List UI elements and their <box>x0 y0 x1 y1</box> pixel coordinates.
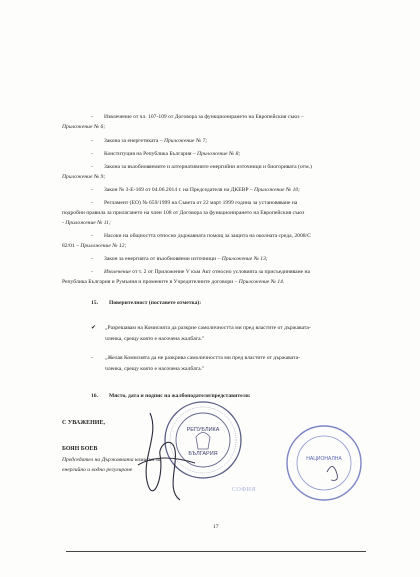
list-item: Извлечение от т. 2 от Приложение V към Акт относно условията за присъединяване на <box>104 269 310 275</box>
list-bullet: - <box>91 256 93 262</box>
registration-stamp <box>283 422 365 504</box>
section-title: Място, дата и подпис на жалбоподателя/представителя: <box>109 393 251 399</box>
page-number: 17 <box>213 524 219 530</box>
stamp-text: НАЦИОНАЛНА <box>306 456 342 462</box>
list-item: Закон № 3-Е-169 от 04.06.2014 г. на Председателя на ДКЕВР – Приложение № 10; <box>104 187 301 193</box>
list-bullet: - <box>91 187 93 193</box>
list-item-continuation: Република България и Румъния и промените в Учредителните договори – Приложение № 14. <box>62 279 285 285</box>
list-item: Регламент (ЕО) № 659/1999 на Съвета от 22 март 1999 година за установяване на <box>104 200 298 206</box>
list-item: Извлечение от чл. 107-109 от Договора за функционирането на Европейския съюз – <box>104 114 304 120</box>
list-bullet: - <box>91 269 93 275</box>
section-title: Поверителност (поставете отметка): <box>109 300 202 306</box>
signatory-role-cont: енергийно и водно регулиране <box>62 467 133 473</box>
list-item-continuation: - Приложение № 11; <box>62 220 111 226</box>
list-item: Закона за възобновяемите и алтернативните енергийни източници и биогоривата (отм.) <box>104 164 312 170</box>
section-number: 16. <box>91 393 98 399</box>
confidentiality-option-deny: „Желая Комисията да не разкрива самоличността ми пред властите от държавата- <box>105 355 300 361</box>
list-item: Закон за енергията от възобновяеми източници – Приложение № 13; <box>104 256 268 262</box>
list-bullet: - <box>91 164 93 170</box>
seal-text: РЕПУБЛИКА <box>186 427 220 433</box>
list-bullet: - <box>91 200 93 206</box>
list-item-continuation: подробни правила за прилагането на член 108 от Договора за функционирането на Европейския съюз <box>62 210 305 216</box>
list-item: Закона за енергетиката – Приложение № 7; <box>104 138 208 144</box>
signatory-role: Председател на Държавната комисия за <box>62 457 161 463</box>
footer-divider <box>66 551 366 552</box>
faded-stamp: СОФИЯ <box>232 487 256 493</box>
confidentiality-option-allow: „Разрешавам на Комисията да разкрие самоличността ми пред властите от държавата- <box>105 325 311 331</box>
section-number: 15. <box>91 300 98 306</box>
list-bullet: - <box>91 151 93 157</box>
list-item-continuation: 82/01 – Приложение № 12; <box>62 243 127 249</box>
list-bullet: - <box>91 138 93 144</box>
handwritten-signature <box>120 405 210 510</box>
list-item-continuation: Приложение № 9; <box>62 174 106 180</box>
signatory-name: БОЯН БОЕВ <box>62 446 98 452</box>
list-item: Конституция на Република България – Приложение № 8; <box>104 151 241 157</box>
confidentiality-option-allow-cont: членка, срещу която е насочена жалбата." <box>105 336 205 342</box>
list-bullet: - <box>91 114 93 120</box>
list-bullet: - <box>91 233 93 239</box>
confidentiality-option-deny-cont: членка, срещу която е насочена жалбата." <box>105 366 205 372</box>
checkmark-icon: ✔ <box>91 325 97 331</box>
closing-salutation: С УВАЖЕНИЕ, <box>62 420 105 426</box>
seal-text: БЪЛГАРИЯ <box>188 451 218 457</box>
option-marker: - <box>91 355 93 361</box>
list-item-continuation: Приложение № 6; <box>62 124 106 130</box>
list-item: Насоки на общността относно държавната помощ за защита на околната среда, 2008/С <box>104 233 311 239</box>
